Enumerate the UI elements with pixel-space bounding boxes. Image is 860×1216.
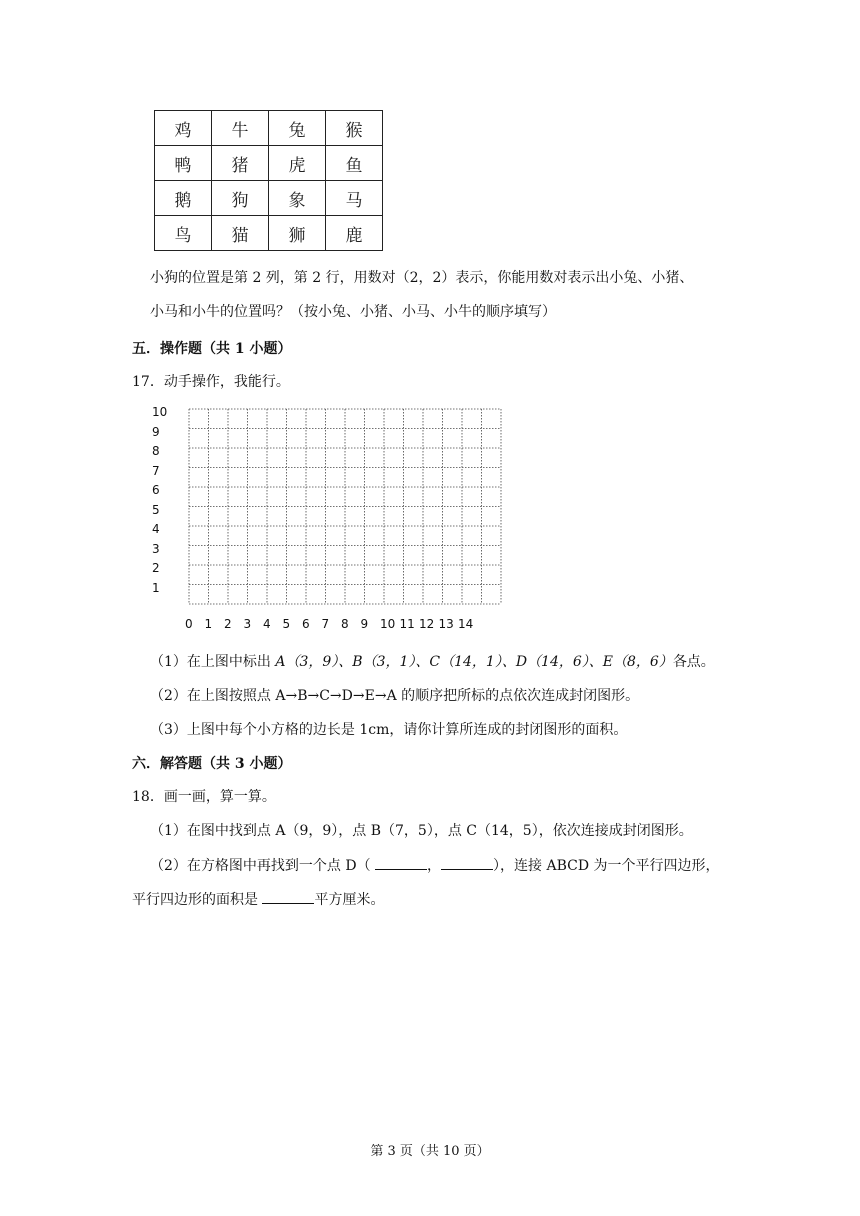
q17-sub1-prefix: （1）在上图中标出 (150, 654, 276, 670)
y-tick-label: 5 (152, 502, 160, 517)
x-tick-label: 1 (204, 617, 213, 631)
q17-sub1 (150, 652, 715, 672)
q17-sub1-points: A（3，9）、B（3，1）、C（14，1）、D（14，6）、E（8，6） (275, 654, 673, 670)
y-tick-label: 6 (152, 483, 160, 497)
table-cell: 猫 (212, 216, 269, 251)
y-tick-label: 4 (152, 522, 160, 536)
table-cell: 鸡 (155, 111, 212, 146)
y-tick-label: 1 (152, 580, 160, 595)
table-cell: 狗 (212, 181, 269, 216)
section5-title: 五．操作题（共 1 小题） (132, 341, 292, 357)
q18-sub2-part-c: ），连接 ABCD 为一个平行四边形， (493, 858, 720, 874)
q18-sub2-part-b: ， (427, 858, 442, 874)
table-cell: 虎 (269, 146, 326, 181)
x-tick-label: 9 (360, 617, 369, 631)
q18-title: 18．画一画，算一算。 (132, 789, 276, 805)
y-tick-label: 10 (152, 405, 168, 419)
x-tick-label: 0 (185, 617, 193, 631)
q18-sub2 (150, 855, 720, 876)
x-tick-label: 6 (302, 617, 310, 631)
q18-sub3 (132, 889, 384, 910)
table-cell: 鹅 (155, 181, 212, 216)
page-footer: 第 3 页（共 10 页） (370, 1144, 490, 1159)
y-tick-label: 7 (152, 463, 160, 478)
table-cell: 猴 (326, 111, 383, 146)
q16-line1: 小狗的位置是第 2 列，第 2 行，用数对（2，2）表示，你能用数对表示出小兔、小猪、 (150, 270, 694, 286)
q18-sub3-part-a: 平行四边形的面积是 (132, 892, 263, 908)
x-tick-label: 3 (243, 617, 252, 631)
table-cell: 牛 (212, 111, 269, 146)
answer-blank-dy[interactable] (441, 855, 493, 870)
table-cell: 鸭 (155, 146, 212, 181)
y-tick-label: 8 (152, 444, 160, 458)
q17-title: 17．动手操作，我能行。 (132, 374, 290, 390)
x-tick-label: 5 (282, 617, 291, 631)
table-cell: 猪 (212, 146, 269, 181)
table-cell: 马 (326, 181, 383, 216)
x-tick-label: 10 (380, 617, 396, 631)
table-cell: 狮 (269, 216, 326, 251)
x-tick-label: 2 (224, 617, 232, 631)
q16-line2: 小马和小牛的位置吗？（按小兔、小猪、小马、小牛的顺序填写） (150, 304, 556, 320)
q17-sub2: （2）在上图按照点 A→B→C→D→E→A 的顺序把所标的点依次连成封闭图形。 (150, 688, 640, 704)
table-cell: 鱼 (326, 146, 383, 181)
table-cell: 象 (269, 181, 326, 216)
q17-sub3: （3）上图中每个小方格的边长是 1cm，请你计算所连成的封闭图形的面积。 (150, 722, 628, 738)
section6-title: 六．解答题（共 3 小题） (132, 756, 292, 772)
x-tick-label: 12 (419, 617, 435, 631)
x-tick-label: 13 (438, 617, 454, 631)
x-tick-label: 11 (399, 617, 415, 631)
y-tick-label: 3 (152, 541, 160, 556)
y-tick-label: 9 (152, 424, 160, 439)
x-tick-label: 8 (341, 617, 349, 631)
y-tick-label: 2 (152, 561, 160, 575)
x-tick-label: 14 (458, 617, 474, 631)
q18-sub2-part-a: （2）在方格图中再找到一个点 D（ (150, 858, 371, 874)
table-cell: 鸟 (155, 216, 212, 251)
q18-sub1: （1）在图中找到点 A（9，9），点 B（7，5），点 C（14，5），依次连接成封闭图形。 (150, 823, 693, 839)
x-tick-label: 7 (321, 617, 330, 631)
table-cell: 鹿 (326, 216, 383, 251)
answer-blank-dx[interactable] (375, 855, 427, 870)
table-cell: 兔 (269, 111, 326, 146)
x-tick-label: 4 (263, 617, 271, 631)
q17-sub1-suffix: 各点。 (672, 654, 715, 670)
answer-blank-area[interactable] (262, 889, 314, 904)
q18-sub3-part-b: 平方厘米。 (314, 892, 385, 908)
